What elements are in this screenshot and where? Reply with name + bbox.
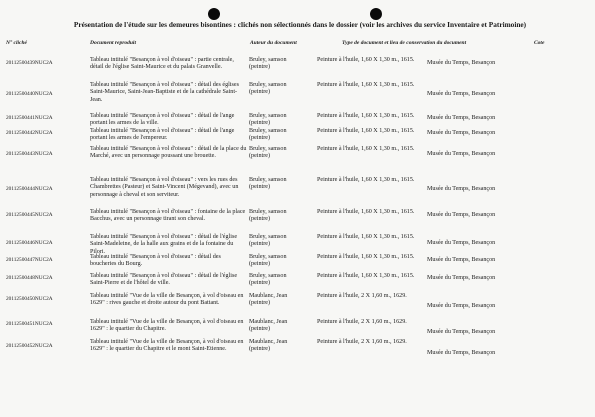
cell-author: Bruley, samson (peintre) [249,113,287,127]
cell-type: Peinture à l'huile, 1,60 X 1,30 m., 1615. [317,113,415,119]
cell-author: Bruley, samson (peintre) [249,146,287,160]
punch-hole-right [370,8,382,20]
cell-type: Peinture à l'huile, 1,60 X 1,30 m., 1615. [317,273,415,279]
header-doc: Document reproduit [90,40,136,46]
cell-document: Tableau intitulé "Vue de la ville de Besançon, à vol d'oiseau en 1629" : rives gauche et droite autour du pont Battant. [90,293,244,307]
cell-photo-number: 20112500448NUC2A [6,275,53,281]
cell-document: Tableau intitulé "Besançon à vol d'oiseau" : détail de l'ange portant les armes de la ville. [90,113,235,127]
cell-type: Peinture à l'huile, 1,60 X 1,30 m., 1615. [317,128,415,134]
cell-document: Tableau intitulé "Besançon à vol d'oiseau" : partie centrale, détail de l'église Saint-Maurice et du palais Granvelle. [90,57,234,71]
cell-type: Peinture à l'huile, 1,60 X 1,30 m., 1615. [317,209,415,215]
cell-conservation: Musée du Temps, Besançon [427,257,496,263]
header-type: Type de document et lieu de conservation du document [342,40,467,46]
cell-document: Tableau intitulé "Vue de la ville de Besançon, à vol d'oiseau en 1629" : le quartier du Chapitre et le mont Saint-Etienne. [90,339,244,353]
cell-conservation: Musée du Temps, Besançon [427,151,496,157]
cell-photo-number: 20112500443NUC2A [6,151,53,157]
cell-author: Bruley, samson (peintre) [249,82,287,96]
cell-photo-number: 20112500440NUC2A [6,91,53,97]
page-title: Présentation de l'étude sur les demeures bisontines : clichés non sélectionnés dans le dossier (voir les archives du service Inventaire et Patrimoine) [73,20,527,29]
header-auth: Auteur du document [250,40,297,46]
cell-conservation: Musée du Temps, Besançon [427,186,496,192]
cell-type: Peinture à l'huile, 2 X 1,60 m., 1629. [317,293,407,299]
cell-document: Tableau intitulé "Besançon à vol d'oiseau" : vers les rues des Chambrettes (Pasteur) et Saint-Vincent (Mégevand), avec un personnage à cheval et son serviteur. [90,177,239,198]
cell-photo-number: 20112500450NUC2A [6,296,53,302]
cell-photo-number: 20112500451NUC2A [6,321,53,327]
cell-type: Peinture à l'huile, 2 X 1,60 m., 1629. [317,339,407,345]
cell-type: Peinture à l'huile, 1,60 X 1,30 m., 1615. [317,177,415,183]
cell-document: Tableau intitulé "Besançon à vol d'oiseau" : détail des boucheries du Bourg. [90,254,221,268]
cell-author: Maublanc, Jean (peintre) [249,293,288,307]
header-num: N° cliché [6,40,27,46]
cell-author: Maublanc, Jean (peintre) [249,319,288,333]
cell-photo-number: 20112500439NUC2A [6,60,53,66]
cell-type: Peinture à l'huile, 1,60 X 1,30 m., 1615. [317,82,415,88]
cell-document: Tableau intitulé "Besançon à vol d'oiseau" : détail de l'église Saint-Pierre et de l'hôtel de ville. [90,273,238,287]
cell-type: Peinture à l'huile, 1,60 X 1,30 m., 1615. [317,146,415,152]
cell-conservation: Musée du Temps, Besançon [427,115,496,121]
cell-type: Peinture à l'huile, 1,60 X 1,30 m., 1615. [317,234,415,240]
cell-photo-number: 20112500442NUC2A [6,130,53,136]
cell-photo-number: 20112500452NUC2A [6,343,53,349]
header-cote: Cote [534,40,545,46]
cell-author: Bruley, samson (peintre) [249,177,287,191]
cell-conservation: Musée du Temps, Besançon [427,303,496,309]
cell-document: Tableau intitulé "Besançon à vol d'oiseau" : détail de l'ange portant les armes de l'empereur. [90,128,235,142]
cell-photo-number: 20112500445NUC2A [6,212,53,218]
cell-conservation: Musée du Temps, Besançon [427,212,496,218]
punch-hole-left [208,8,220,20]
cell-document: Tableau intitulé "Besançon à vol d'oiseau" : détail des églises Saint-Maurice, Saint-Jean-Baptiste et de la cathédrale Saint-Jean. [90,82,239,103]
cell-type: Peinture à l'huile, 2 X 1,60 m., 1629. [317,319,407,325]
cell-photo-number: 20112500446NUC2A [6,240,53,246]
cell-author: Bruley, samson (peintre) [249,234,287,248]
cell-conservation: Musée du Temps, Besançon [427,329,496,335]
cell-author: Bruley, samson (peintre) [249,57,287,71]
cell-author: Bruley, samson (peintre) [249,209,287,223]
cell-photo-number: 20112500441NUC2A [6,115,53,121]
cell-conservation: Musée du Temps, Besançon [427,240,496,246]
cell-type: Peinture à l'huile, 1,60 X 1,30 m., 1615. [317,57,415,63]
cell-author: Bruley, samson (peintre) [249,254,287,268]
cell-document: Tableau intitulé "Besançon à vol d'oiseau" : détail de la place du Marché, avec un personnage poussant une brouette. [90,146,247,160]
cell-document: Tableau intitulé "Besançon à vol d'oiseau" : fontaine de la place Bacchus, avec un personnage tirant son cheval. [90,209,246,223]
cell-conservation: Musée du Temps, Besançon [427,130,496,136]
cell-conservation: Musée du Temps, Besançon [427,91,496,97]
cell-conservation: Musée du Temps, Besançon [427,275,496,281]
cell-author: Bruley, samson (peintre) [249,128,287,142]
cell-conservation: Musée du Temps, Besançon [427,350,496,356]
cell-type: Peinture à l'huile, 1,60 X 1,30 m., 1615. [317,254,415,260]
cell-photo-number: 20112500447NUC2A [6,257,53,263]
cell-document: Tableau intitulé "Vue de la ville de Besançon, à vol d'oiseau en 1629" : le quartier du Chapitre. [90,319,244,333]
cell-document: Tableau intitulé "Besançon à vol d'oiseau" : détail de l'église Saint-Madeleine, de la halle aux grains et de la fontaine du Pilori. [90,234,238,255]
cell-author: Bruley, samson (peintre) [249,273,287,287]
cell-conservation: Musée du Temps, Besançon [427,60,496,66]
cell-photo-number: 20112500444NUC2A [6,186,53,192]
cell-author: Maublanc, Jean (peintre) [249,339,288,353]
